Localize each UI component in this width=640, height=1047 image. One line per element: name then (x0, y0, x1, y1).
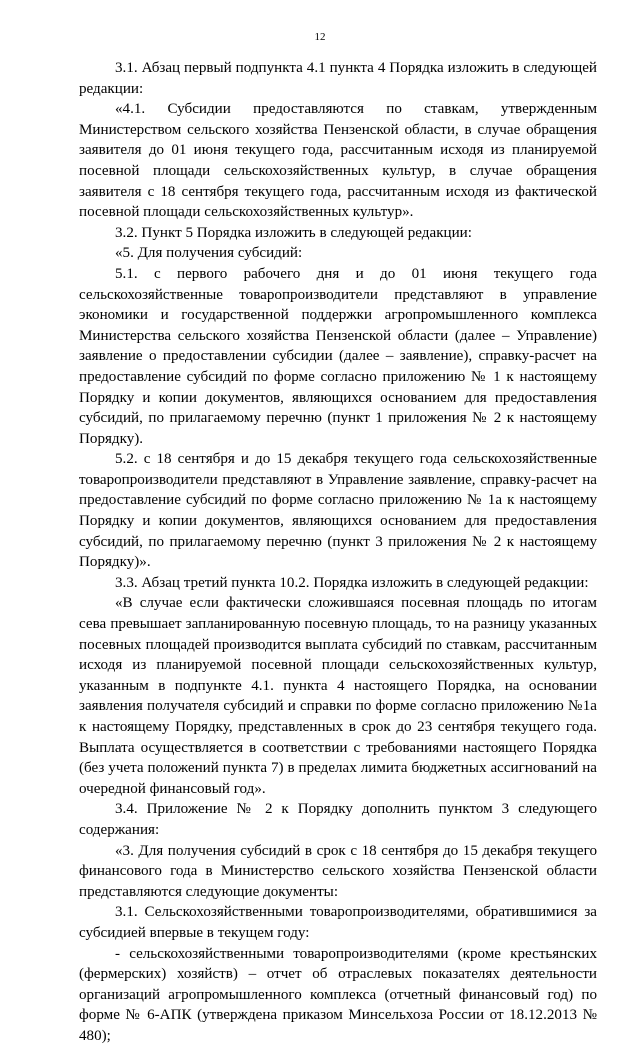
paragraph-5-2: 5.2. с 18 сентября и до 15 декабря текущего года сельскохозяйственные товаропроизводители представляют в Управление заявление, справку-расчет на предоставление субсидий по форме согласно приложению № 1а к настоящему Порядку и копии документов, являющихся основанием для предоставления субсидий, по прилагаемому перечню (пункт 3 приложения № 2 к настоящему Порядку)». (79, 451, 597, 571)
paragraph-3-3-heading: 3.3. Абзац третий пункта 10.2. Порядка изложить в следующей редакции: (115, 574, 589, 591)
paragraph-5-1: 5.1. с первого рабочего дня и до 01 июня текущего года сельскохозяйственные товаропроизводители представляют в управление экономики и государственной поддержки агропромышленного комплекса Министерства сельского хозяйства Пензенской области (далее – Управление) заявление о предоставлении субсидии (далее – заявление), справку-расчет на предоставление субсидий по форме согласно приложению № 1 к настоящему Порядку и копии документов, являющихся основанием для предоставления субсидий, по прилагаемому перечню (пункт 1 приложения № 2 к настоящему Порядку). (79, 265, 597, 447)
paragraph-4-1-text: «4.1. Субсидии предоставляются по ставкам, утвержденным Министерством сельского хозяйства Пензенской области, в случае обращения заявителя до 01 июня текущего года, рассчитанным исходя из планируемой посевной площади сельскохозяйственных культур, в случае обращения заявителя с 18 сентября текущего года, рассчитанным исходя из фактической посевной площади сельскохозяйственных культур». (79, 101, 597, 221)
document-body (79, 58, 597, 1047)
paragraph-10-2-text: «В случае если фактически сложившаяся посевная площадь по итогам сева превышает запланированную посевную площадь, то на разницу указанных посевных площадей производится выплата субсидий по ставкам, рассчитанным исходя из планируемой посевной площади сельскохозяйственных культур, указанным в подпункте 4.1. пункта 4 настоящего Порядка, на основании заявления получателя субсидий и справки по форме согласно приложению №1а к настоящему Порядку, представленных в срок до 23 сентября текущего года. Выплата осуществляется в соответствии с требованиями настоящего Порядка (без учета положений пункта 7) в пределах лимита бюджетных ассигнований на очередной финансовый год». (79, 595, 597, 797)
paragraph-appendix-list-item: - сельскохозяйственными товаропроизводителями (кроме крестьянских (фермерских) хозяйств) – отчет об отраслевых показателях деятельности организаций агропромышленного комплекса (отчетный финансовый год) по форме № 6-АПК (утверждена приказом Минсельхоза России от 18.12.2013 № 480); (79, 945, 597, 1044)
paragraph-appendix-3-1: 3.1. Сельскохозяйственными товаропроизводителями, обратившимися за субсидией впервые в текущем году: (79, 904, 597, 941)
paragraph-3-1-heading: 3.1. Абзац первый подпункта 4.1 пункта 4 Порядка изложить в следующей редакции: (79, 60, 597, 97)
paragraph-5-intro: «5. Для получения субсидий: (115, 245, 303, 262)
page-number: 12 (314, 31, 326, 43)
paragraph-appendix-3-intro: «3. Для получения субсидий в срок с 18 сентября до 15 декабря текущего финансового года в Министерство сельского хозяйства Пензенской области представляются следующие документы: (79, 842, 597, 900)
paragraph-3-2-heading: 3.2. Пункт 5 Порядка изложить в следующей редакции: (115, 224, 472, 241)
paragraph-3-4-heading: 3.4. Приложение № 2 к Порядку дополнить пунктом 3 следующего содержания: (79, 801, 597, 838)
